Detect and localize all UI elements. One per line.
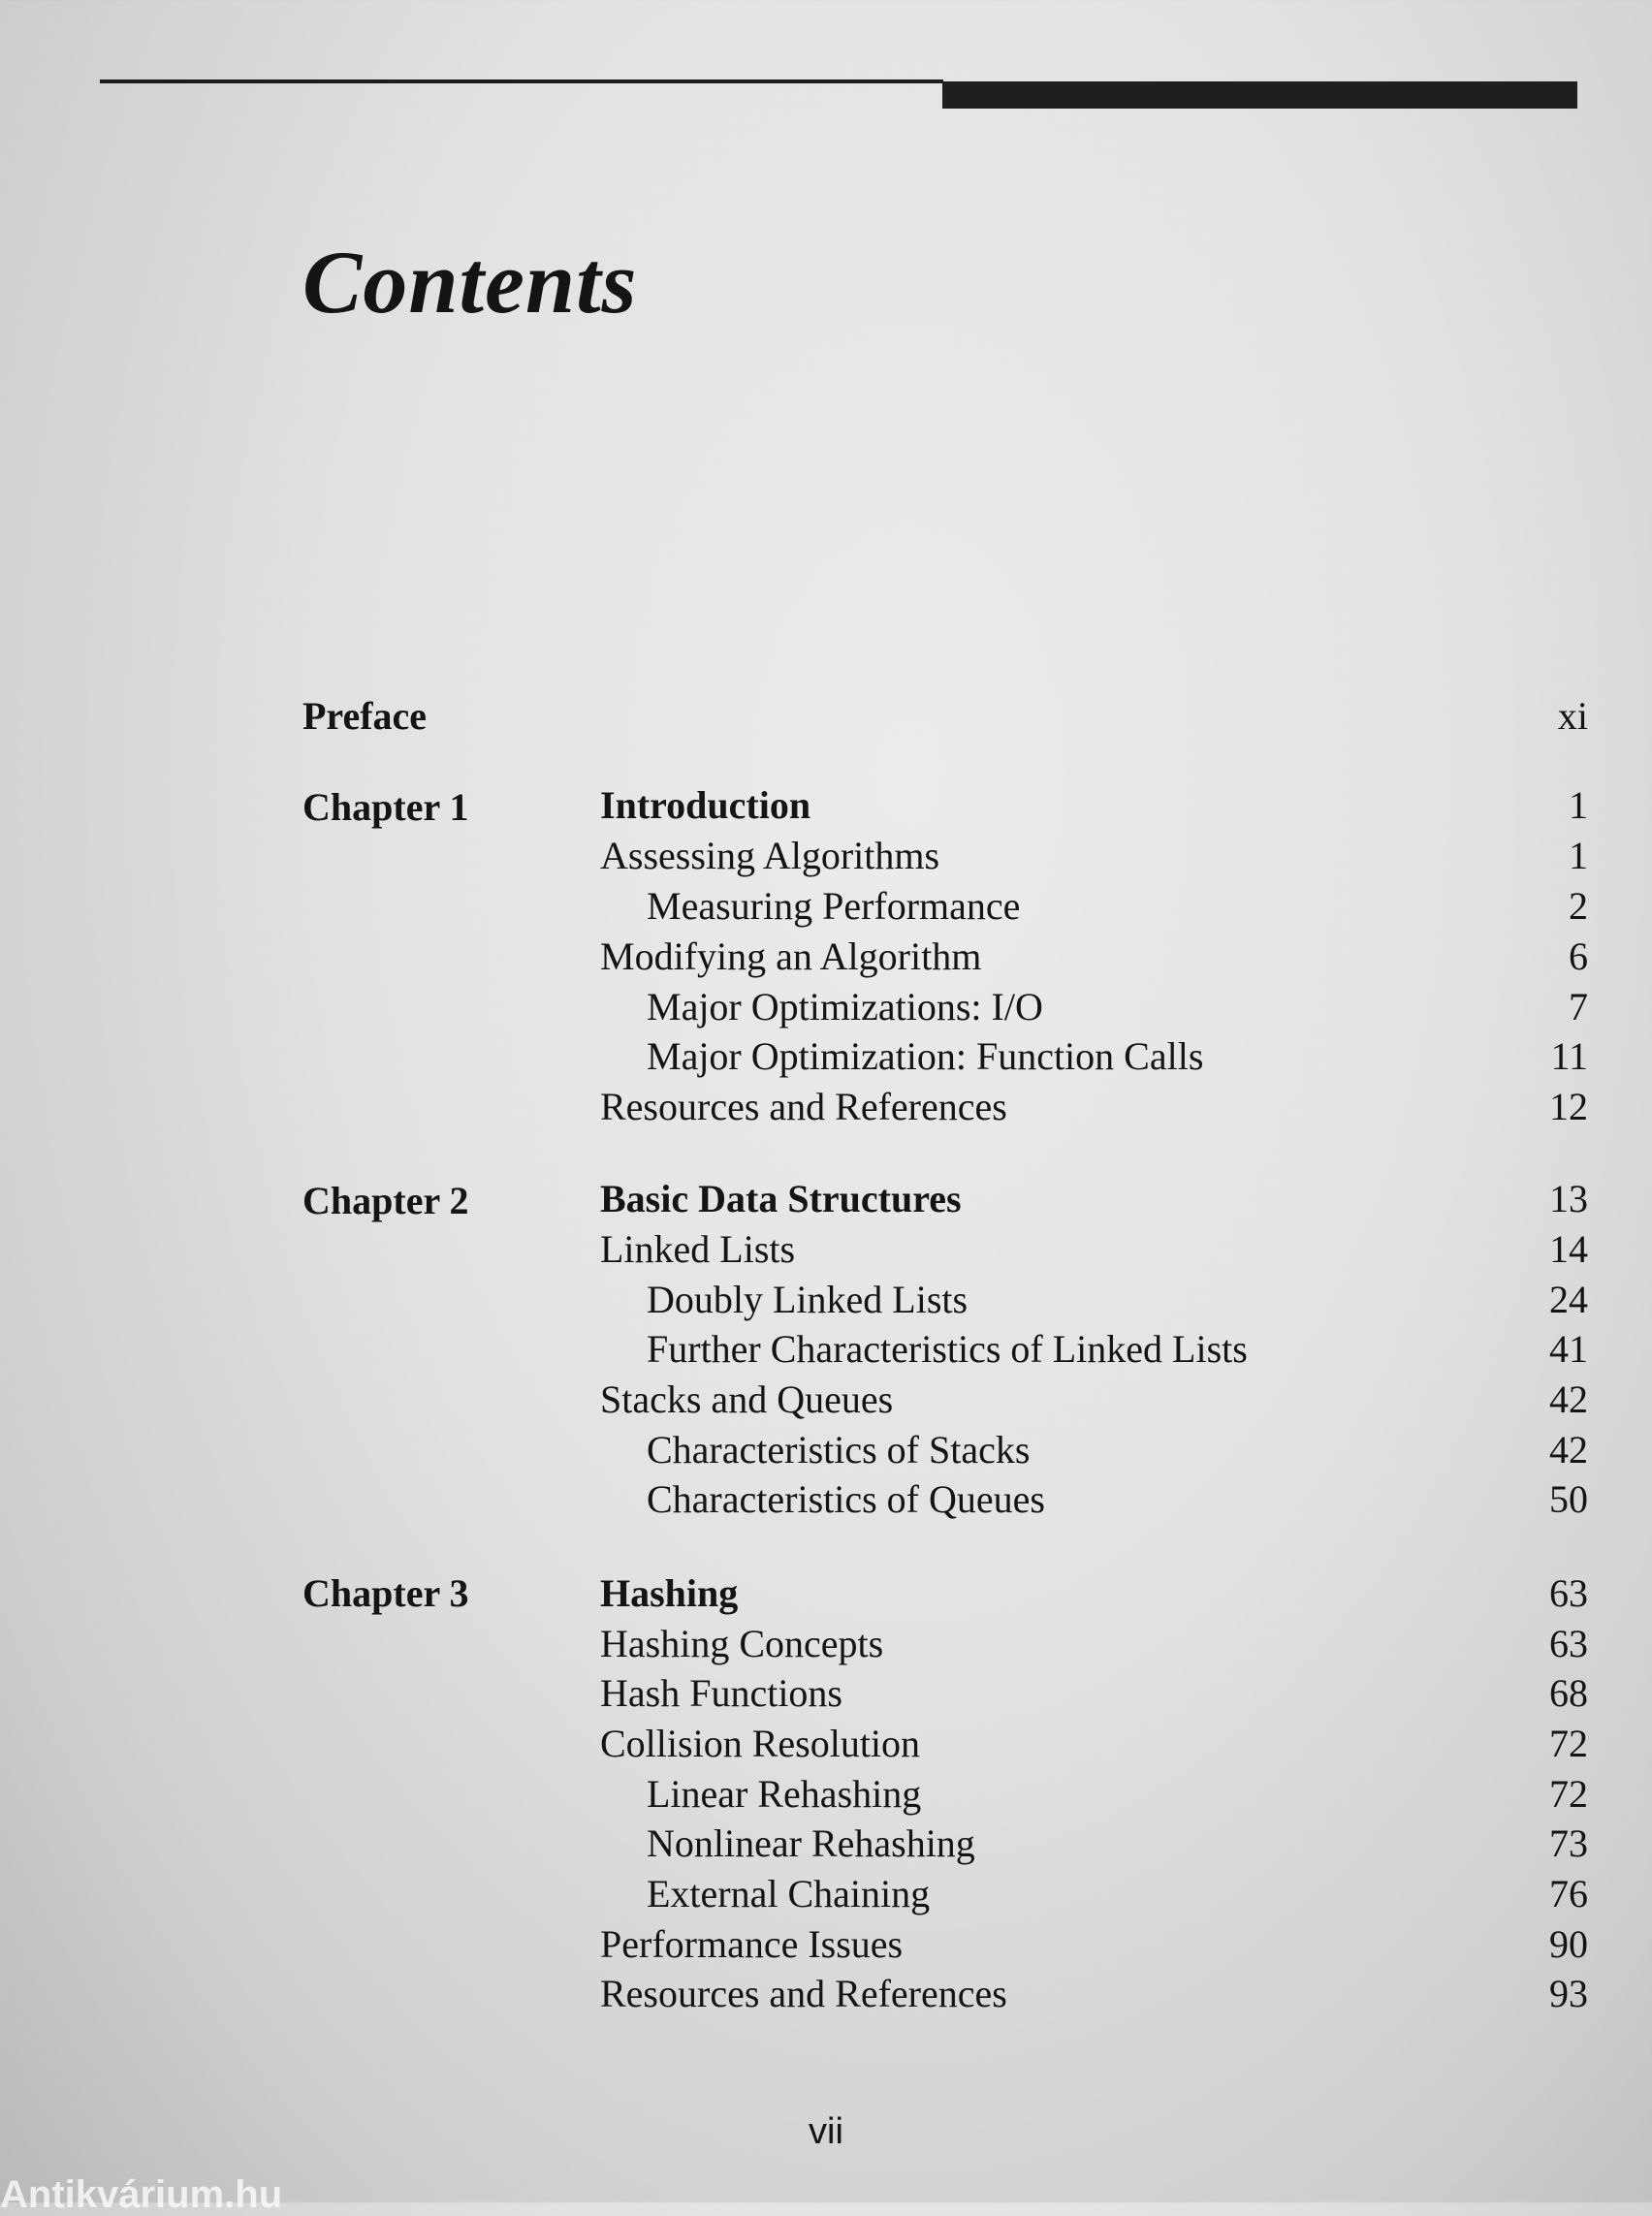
toc-subsection-title: Doubly Linked Lists bbox=[647, 1278, 969, 1321]
header-rule-thick bbox=[942, 81, 1577, 109]
toc-page-number: 6 bbox=[1569, 934, 1588, 978]
toc-subsection-title: Measuring Performance bbox=[647, 884, 1021, 928]
toc-entry bbox=[0, 1820, 1652, 1868]
chapter-1-label: Chapter 1 bbox=[302, 785, 469, 829]
toc-entry bbox=[0, 1475, 1652, 1524]
toc-page-number: 72 bbox=[1549, 1772, 1588, 1816]
toc-page-number: 93 bbox=[1549, 1972, 1588, 2015]
toc-page-number: 13 bbox=[1549, 1177, 1588, 1220]
toc-entry bbox=[0, 1620, 1652, 1668]
toc-section-title: Linked Lists bbox=[600, 1227, 796, 1271]
toc-section-title: Collision Resolution bbox=[600, 1722, 921, 1765]
toc-page-number: 11 bbox=[1550, 1034, 1588, 1078]
toc-entry bbox=[0, 1970, 1652, 2018]
toc-preface bbox=[0, 692, 1652, 741]
watermark: Antikvárium.hu bbox=[0, 2173, 283, 2216]
toc-entry bbox=[0, 1569, 1652, 1618]
toc-section-title: Performance Issues bbox=[600, 1922, 904, 1966]
toc-chapter-title: Introduction bbox=[600, 783, 811, 827]
toc-subsection-title: Characteristics of Stacks bbox=[647, 1428, 1031, 1472]
toc-entry bbox=[0, 1669, 1652, 1718]
toc-subsection-title: Nonlinear Rehashing bbox=[647, 1821, 975, 1865]
toc-entry bbox=[0, 983, 1652, 1031]
toc-entry bbox=[0, 1276, 1652, 1324]
chapter-2-label: Chapter 2 bbox=[302, 1179, 469, 1222]
toc-page-number: 7 bbox=[1569, 985, 1588, 1029]
page-number: vii bbox=[809, 2111, 843, 2152]
toc-chapter-title: Hashing bbox=[600, 1571, 739, 1615]
toc-page-number: 73 bbox=[1549, 1821, 1588, 1865]
toc-entry bbox=[0, 1720, 1652, 1768]
toc-entry bbox=[0, 1175, 1652, 1223]
toc-page-number: 1 bbox=[1569, 783, 1588, 827]
toc-section-title: Assessing Algorithms bbox=[600, 834, 940, 877]
toc-page-number: 1 bbox=[1569, 834, 1588, 877]
toc-entry bbox=[0, 1920, 1652, 1969]
toc-subsection-title: Linear Rehashing bbox=[647, 1772, 922, 1816]
toc-entry bbox=[0, 1083, 1652, 1131]
toc-section-title: Hashing Concepts bbox=[600, 1622, 884, 1665]
toc-entry bbox=[0, 1225, 1652, 1274]
toc-page-number: 76 bbox=[1549, 1872, 1588, 1915]
toc-page-number: 41 bbox=[1549, 1327, 1588, 1371]
toc-section-title: Hash Functions bbox=[600, 1671, 842, 1715]
toc-entry bbox=[0, 933, 1652, 981]
toc-page-number: 24 bbox=[1549, 1278, 1588, 1321]
toc-entry bbox=[0, 781, 1652, 830]
toc-entry bbox=[0, 882, 1652, 931]
toc-subsection-title: Characteristics of Queues bbox=[647, 1477, 1045, 1521]
toc-entry bbox=[0, 1426, 1652, 1474]
toc-section-title: Resources and References bbox=[600, 1972, 1007, 2015]
toc-section-title: Modifying an Algorithm bbox=[600, 934, 982, 978]
toc-page-number: 72 bbox=[1549, 1722, 1588, 1765]
toc-page-number: 50 bbox=[1549, 1477, 1588, 1521]
toc-entry bbox=[0, 1032, 1652, 1081]
toc-page-number: 42 bbox=[1549, 1377, 1588, 1421]
toc-entry bbox=[0, 832, 1652, 880]
toc-entry bbox=[0, 1325, 1652, 1374]
toc-section-title: Stacks and Queues bbox=[600, 1377, 894, 1421]
toc-preface-label: Preface bbox=[302, 694, 428, 738]
toc-entry bbox=[0, 1376, 1652, 1424]
toc-page-number: 14 bbox=[1549, 1227, 1588, 1271]
toc-page-number: 42 bbox=[1549, 1428, 1588, 1472]
toc-page-number: 63 bbox=[1549, 1622, 1588, 1665]
toc-page-number: 2 bbox=[1569, 884, 1588, 928]
toc-page-number: xi bbox=[1557, 694, 1588, 738]
toc-entry bbox=[0, 1770, 1652, 1819]
toc-subsection-title: Further Characteristics of Linked Lists bbox=[647, 1327, 1248, 1371]
page-title: Contents bbox=[302, 233, 638, 332]
toc-page-number: 63 bbox=[1549, 1571, 1588, 1615]
toc-entry bbox=[0, 1870, 1652, 1918]
toc-page-number: 12 bbox=[1549, 1085, 1588, 1128]
toc-chapter-title: Basic Data Structures bbox=[600, 1177, 962, 1220]
toc-subsection-title: External Chaining bbox=[647, 1872, 931, 1915]
header-rule-thin bbox=[100, 79, 943, 83]
toc-page-number: 90 bbox=[1549, 1922, 1588, 1966]
toc-subsection-title: Major Optimization: Function Calls bbox=[647, 1034, 1204, 1078]
toc-page-number: 68 bbox=[1549, 1671, 1588, 1715]
toc-section-title: Resources and References bbox=[600, 1085, 1007, 1128]
chapter-3-label: Chapter 3 bbox=[302, 1571, 469, 1615]
toc-subsection-title: Major Optimizations: I/O bbox=[647, 985, 1043, 1029]
